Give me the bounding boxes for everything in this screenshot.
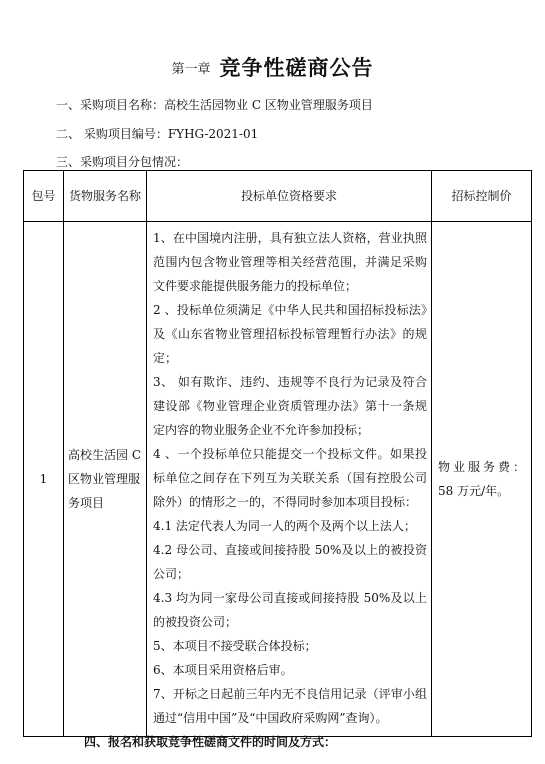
- cell-price-limit: 物业服务费：58 万元/年。: [432, 222, 532, 737]
- chapter-number: 第一章: [171, 61, 211, 77]
- header-requirements: 投标单位资格要求: [147, 171, 432, 222]
- cell-requirements: [147, 222, 432, 737]
- project-name-line: 一、采购项目名称：高校生活园物业 C 区物业管理服务项目: [56, 98, 373, 112]
- announcement-title: 竞争性磋商公告: [219, 55, 374, 80]
- requirement-item: 4.1 法定代表人为同一人的两个及两个以上法人；: [153, 519, 416, 533]
- cell-package-no: 1: [24, 222, 64, 737]
- table-row: [24, 222, 532, 737]
- cell-goods: 高校生活园 C 区物业管理服务项目: [64, 222, 147, 737]
- requirement-item: 4.3 均为同一家母公司直接或间接持股 50%及以上的被投资公司；: [153, 591, 427, 629]
- project-number-line: 二、 采购项目编号：FYHG-2021-01: [56, 127, 259, 141]
- requirement-item: 4.2 母公司、直接或间接持股 50%及以上的被投资公司；: [153, 543, 427, 581]
- header-price-limit: 招标控制价: [432, 171, 532, 222]
- header-package-no: 包号: [24, 171, 64, 222]
- requirement-item: 4 、一个投标单位只能提交一个投标文件。如果投标单位之间存在下列互为关联关系（国有控股公司除外）的情形之一的，不得同时参加本项目投标：: [153, 447, 427, 509]
- requirement-item: 7、开标之日起前三年内无不良信用记录（评审小组通过“信用中国”及“中国政府采购网”查询）。: [153, 687, 427, 725]
- requirement-item: 3、 如有欺诈、违约、违规等不良行为记录及符合建设部《物业管理企业资质管理办法》第十一条规定内容的物业服务企业不允许参加投标；: [153, 375, 427, 437]
- requirement-item: 5、本项目不接受联合体投标；: [153, 639, 317, 653]
- chapter-title: [0, 52, 545, 82]
- package-info-line: 三、采购项目分包情况：: [56, 155, 189, 169]
- requirement-item: 2 、投标单位须满足《中华人民共和国招标投标法》及《山东省物业管理招标投标管理暂行办法》的规定；: [153, 303, 427, 365]
- package-table: [23, 170, 532, 737]
- requirement-item: 6、本项目采用资格后审。: [153, 663, 293, 677]
- header-goods: 货物服务名称: [64, 171, 147, 222]
- table-header-row: [24, 171, 532, 222]
- requirement-item: 1、在中国境内注册，具有独立法人资格，营业执照范围内包含物业管理等相关经营范围，并满足采购文件要求能提供服务能力的投标单位；: [153, 231, 427, 293]
- section-four-heading: 四、报名和获取竞争性磋商文件的时间及方式：: [84, 735, 337, 749]
